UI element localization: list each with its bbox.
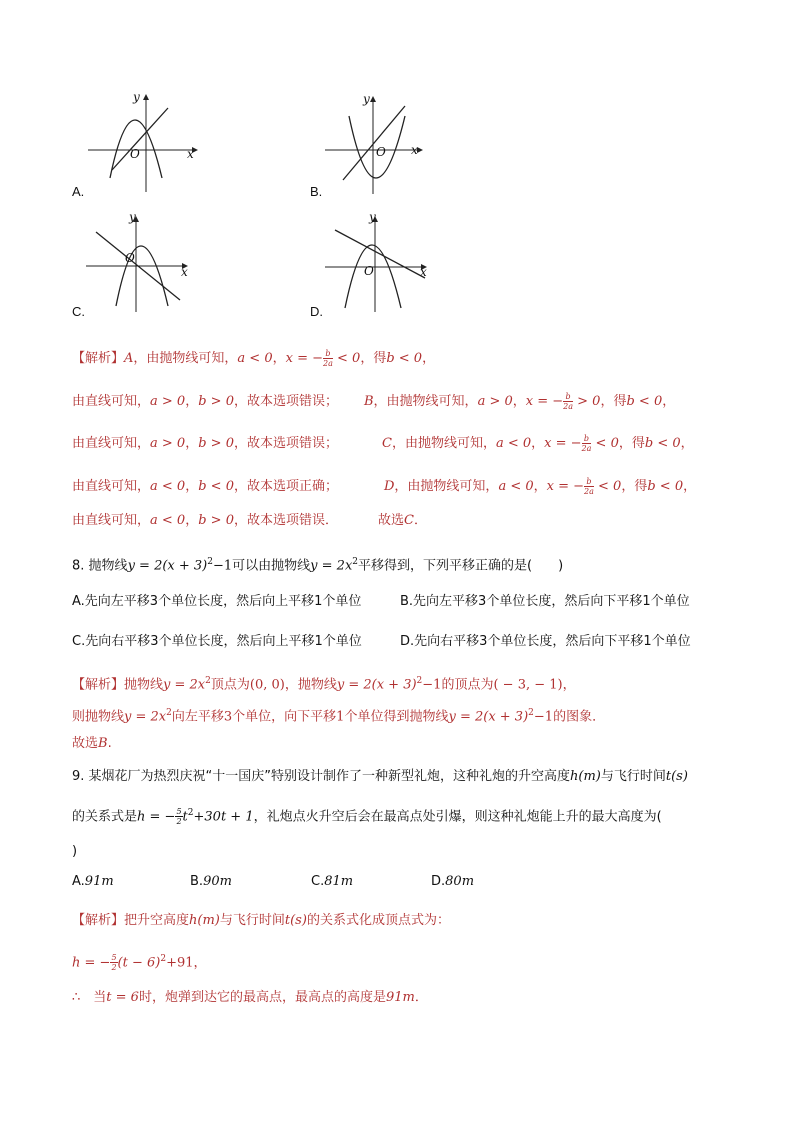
text: ，故本选项正确； bbox=[233, 479, 338, 494]
text: 由直线可知， bbox=[72, 394, 151, 409]
text: 的关系式化成顶点式为： bbox=[306, 913, 450, 928]
text: ， bbox=[185, 479, 199, 494]
q9-stem-line-2 bbox=[72, 804, 662, 826]
math: 3 bbox=[223, 709, 233, 725]
math: t(s) bbox=[665, 769, 688, 784]
text: . bbox=[107, 736, 112, 751]
graph-b-y-label: y bbox=[363, 92, 370, 106]
math: h = − bbox=[137, 809, 176, 825]
q9-analysis-line-1 bbox=[72, 912, 450, 930]
text: ，由抛物线可知， bbox=[373, 394, 478, 409]
math: a < 0 bbox=[150, 513, 186, 528]
graph-b-x-label: x bbox=[411, 143, 418, 157]
q9-option-a[interactable] bbox=[72, 873, 114, 891]
text: ， bbox=[533, 479, 547, 494]
q8-analysis-line-2 bbox=[72, 704, 605, 726]
math: t bbox=[182, 809, 188, 825]
math: < 0 bbox=[595, 436, 619, 451]
graph-option-b bbox=[325, 94, 435, 194]
numerator: b bbox=[584, 477, 594, 487]
text: 把升空高度 bbox=[124, 913, 190, 928]
fraction bbox=[175, 807, 182, 826]
option-ref: A bbox=[124, 351, 134, 366]
exponent: 2 bbox=[416, 676, 423, 686]
math: y = 2x bbox=[163, 677, 206, 693]
graph-d-x-label: x bbox=[420, 265, 427, 279]
graph-d-label: D. bbox=[310, 304, 323, 319]
text: ∴ 当 bbox=[72, 990, 107, 1005]
analysis-tag: 【解析】 bbox=[72, 351, 125, 366]
math: b > 0 bbox=[198, 513, 234, 528]
math: y = 2(x + 3) bbox=[336, 677, 417, 693]
graph-option-a bbox=[88, 92, 198, 192]
math: ( − 3, − 1) bbox=[493, 677, 563, 693]
math: −1 bbox=[533, 709, 554, 725]
math: x = − bbox=[285, 351, 324, 366]
math: < 0 bbox=[337, 351, 361, 366]
math: y = 2x bbox=[310, 558, 353, 574]
text: 可以由抛物线 bbox=[232, 558, 311, 574]
fraction bbox=[584, 477, 594, 496]
denominator: 2a bbox=[323, 359, 333, 368]
fraction bbox=[582, 434, 592, 453]
option-letter: D. bbox=[431, 874, 446, 889]
q7-analysis-line-2 bbox=[72, 392, 675, 411]
text: ，抛物线 bbox=[284, 677, 337, 693]
denominator: 2a bbox=[581, 444, 592, 453]
text: 故选 bbox=[377, 513, 404, 528]
option-value: 81m bbox=[324, 874, 354, 889]
option-ref: B bbox=[98, 736, 108, 751]
q8-analysis-line-1 bbox=[72, 672, 576, 694]
q9-option-d[interactable] bbox=[431, 873, 474, 891]
text: 由直线可知， bbox=[72, 436, 151, 451]
text: ， bbox=[422, 351, 436, 366]
text: 与飞行时间 bbox=[219, 913, 285, 928]
text: ，礼炮点火升空后会在最高点处引爆，则这种礼炮能上升的最大高度为( bbox=[253, 809, 662, 825]
math: −1 bbox=[422, 677, 442, 693]
option-letter: A. bbox=[72, 874, 85, 889]
text: ，得 bbox=[621, 479, 648, 494]
option-letter: C. bbox=[311, 874, 325, 889]
math: a < 0 bbox=[495, 436, 532, 451]
graph-b-label: B. bbox=[310, 184, 323, 199]
text: ，由抛物线可知， bbox=[391, 436, 496, 451]
math: b < 0 bbox=[644, 436, 681, 451]
graph-c-y-label: y bbox=[129, 210, 136, 224]
graph-a-origin: O bbox=[130, 147, 140, 161]
numerator: 5 bbox=[176, 807, 182, 817]
text: 某烟花厂为热烈庆祝“十一国庆”特别设计制作了一种新型礼炮，这种礼炮的升空高度 bbox=[88, 769, 571, 784]
text: ，故本选项错误； bbox=[233, 436, 338, 451]
text: ． bbox=[413, 513, 427, 528]
option-value: 91m bbox=[84, 874, 114, 889]
math: a > 0 bbox=[477, 394, 513, 409]
math: y = 2(x + 3) bbox=[127, 558, 208, 574]
math: −1 bbox=[212, 558, 233, 574]
math: y = 2x bbox=[124, 709, 167, 725]
option-ref: B bbox=[363, 394, 374, 409]
text: ． bbox=[414, 990, 428, 1005]
text: 时，炮弹到达它的最高点，最高点的高度是 bbox=[138, 990, 386, 1005]
text: 由直线可知， bbox=[72, 513, 151, 528]
math: +30t + 1 bbox=[193, 809, 254, 825]
math: +91 bbox=[166, 955, 194, 971]
text: ， bbox=[531, 436, 545, 451]
option-ref: C bbox=[404, 513, 414, 528]
question-number: 9. bbox=[72, 769, 85, 784]
text: 的图象． bbox=[553, 709, 606, 725]
numerator: 5 bbox=[111, 953, 117, 963]
option-ref: D bbox=[383, 479, 395, 494]
math: x = − bbox=[544, 436, 582, 451]
exponent: 2 bbox=[528, 708, 534, 718]
text: 个单位得到抛物线 bbox=[344, 709, 449, 725]
text: ，得 bbox=[618, 436, 645, 451]
q9-stem-line-1 bbox=[72, 768, 688, 786]
math: a < 0 bbox=[150, 479, 186, 494]
graph-c-label: C. bbox=[72, 304, 85, 319]
math: h(m) bbox=[189, 913, 220, 928]
text: 由直线可知， bbox=[72, 479, 151, 494]
q9-option-b[interactable] bbox=[190, 873, 232, 891]
q9-analysis-line-2 bbox=[72, 950, 207, 972]
exponent: 2 bbox=[205, 676, 211, 686]
text: ， bbox=[683, 479, 697, 494]
text: 向左平移 bbox=[171, 709, 224, 725]
q7-analysis-line-5 bbox=[72, 512, 427, 530]
text: 的关系式是 bbox=[72, 809, 138, 825]
math: 1 bbox=[336, 709, 345, 725]
exponent: 2 bbox=[207, 557, 213, 567]
math: (0, 0) bbox=[249, 677, 285, 693]
denominator: 2a bbox=[584, 487, 594, 496]
text: 抛物线 bbox=[124, 677, 164, 693]
text: ， bbox=[185, 436, 199, 451]
numerator: b bbox=[323, 349, 333, 359]
math: y = 2(x + 3) bbox=[448, 709, 529, 725]
text: 与飞行时间 bbox=[600, 769, 666, 784]
question-number: 8. bbox=[72, 558, 85, 574]
text: 则抛物线 bbox=[72, 709, 125, 725]
math: t = 6 bbox=[106, 990, 139, 1005]
math: h = − bbox=[72, 955, 111, 971]
text: 故选 bbox=[72, 736, 99, 751]
denominator: 2a bbox=[563, 402, 574, 411]
fraction bbox=[110, 953, 117, 972]
math: (t − 6) bbox=[117, 955, 161, 971]
text: ，由抛物线可知， bbox=[133, 351, 238, 366]
option-value: 90m bbox=[203, 874, 232, 889]
math: a > 0 bbox=[150, 436, 186, 451]
math: < 0 bbox=[598, 479, 622, 494]
graph-a-x-label: x bbox=[187, 147, 194, 161]
q7-analysis-line-1 bbox=[72, 349, 435, 368]
q8-option-b[interactable]: B.先向左平移3个单位长度，然后向下平移1个单位 bbox=[400, 594, 690, 609]
text: 个单位，向下平移 bbox=[232, 709, 337, 725]
text: 平移得到，下列平移正确的是( ) bbox=[358, 558, 564, 574]
math: b > 0 bbox=[198, 436, 234, 451]
exponent: 2 bbox=[187, 808, 194, 818]
math: a > 0 bbox=[150, 394, 186, 409]
q7-analysis-line-4 bbox=[72, 477, 696, 496]
analysis-tag: 【解析】 bbox=[72, 677, 125, 693]
math: b > 0 bbox=[198, 394, 234, 409]
math: h(m) bbox=[570, 769, 601, 784]
graph-option-c bbox=[86, 212, 196, 312]
math: t(s) bbox=[284, 913, 307, 928]
q8-stem bbox=[72, 553, 563, 575]
text: 的顶点为 bbox=[441, 677, 494, 693]
q9-analysis-line-3 bbox=[72, 989, 428, 1007]
text: ， bbox=[185, 513, 199, 528]
text: ， bbox=[680, 436, 694, 451]
graph-b-origin: O bbox=[376, 145, 386, 159]
math: b < 0 bbox=[198, 479, 234, 494]
text: ，故本选项错误． bbox=[233, 513, 338, 528]
option-letter: B. bbox=[190, 874, 204, 889]
graph-c-origin: O bbox=[125, 251, 135, 265]
text: ， bbox=[193, 955, 207, 971]
text: ， bbox=[272, 351, 286, 366]
fraction bbox=[323, 349, 333, 368]
math: > 0 bbox=[577, 394, 601, 409]
math: 91m bbox=[385, 990, 415, 1005]
denominator: 2 bbox=[176, 817, 182, 827]
math: a < 0 bbox=[237, 351, 273, 366]
exponent: 2 bbox=[352, 557, 359, 567]
math: b < 0 bbox=[647, 479, 684, 494]
text: ， bbox=[662, 394, 676, 409]
text: 抛物线 bbox=[88, 558, 128, 574]
q8-analysis-line-3 bbox=[72, 735, 112, 753]
numerator: b bbox=[582, 434, 592, 444]
numerator: b bbox=[563, 392, 573, 402]
exponent: 2 bbox=[160, 954, 167, 964]
math: b < 0 bbox=[626, 394, 663, 409]
graph-c-x-label: x bbox=[181, 265, 188, 279]
math: b < 0 bbox=[386, 351, 423, 366]
q9-option-c[interactable] bbox=[311, 873, 353, 891]
q8-option-a[interactable]: A.先向左平移3个单位长度，然后向上平移1个单位 bbox=[72, 594, 362, 609]
option-value: 80m bbox=[445, 874, 475, 889]
text: ， bbox=[512, 394, 526, 409]
math: x = − bbox=[525, 394, 564, 409]
text: ， bbox=[562, 677, 576, 693]
q8-option-c[interactable]: C.先向右平移3个单位长度，然后向上平移1个单位 bbox=[72, 634, 362, 649]
text: ，由抛物线可知， bbox=[394, 479, 499, 494]
graph-a-label: A. bbox=[72, 184, 85, 199]
text: ， bbox=[185, 394, 199, 409]
denominator: 2 bbox=[111, 963, 117, 973]
math: a < 0 bbox=[498, 479, 534, 494]
math: x = − bbox=[546, 479, 585, 494]
option-ref: C bbox=[381, 436, 392, 451]
text: ，得 bbox=[600, 394, 627, 409]
fraction bbox=[563, 392, 573, 411]
text: ，得 bbox=[360, 351, 387, 366]
graph-a-y-label: y bbox=[133, 90, 140, 104]
q9-stem-line-3: ) bbox=[72, 844, 78, 859]
graph-d-y-label: y bbox=[369, 210, 376, 224]
text: 顶点为 bbox=[210, 677, 250, 693]
q7-analysis-line-3 bbox=[72, 434, 694, 453]
q8-option-d[interactable]: D.先向右平移3个单位长度，然后向下平移1个单位 bbox=[400, 634, 691, 649]
exponent: 2 bbox=[166, 708, 172, 718]
analysis-tag: 【解析】 bbox=[72, 913, 125, 928]
text: ，故本选项错误； bbox=[233, 394, 338, 409]
graph-option-d bbox=[325, 212, 435, 312]
graph-d-origin: O bbox=[364, 264, 374, 278]
